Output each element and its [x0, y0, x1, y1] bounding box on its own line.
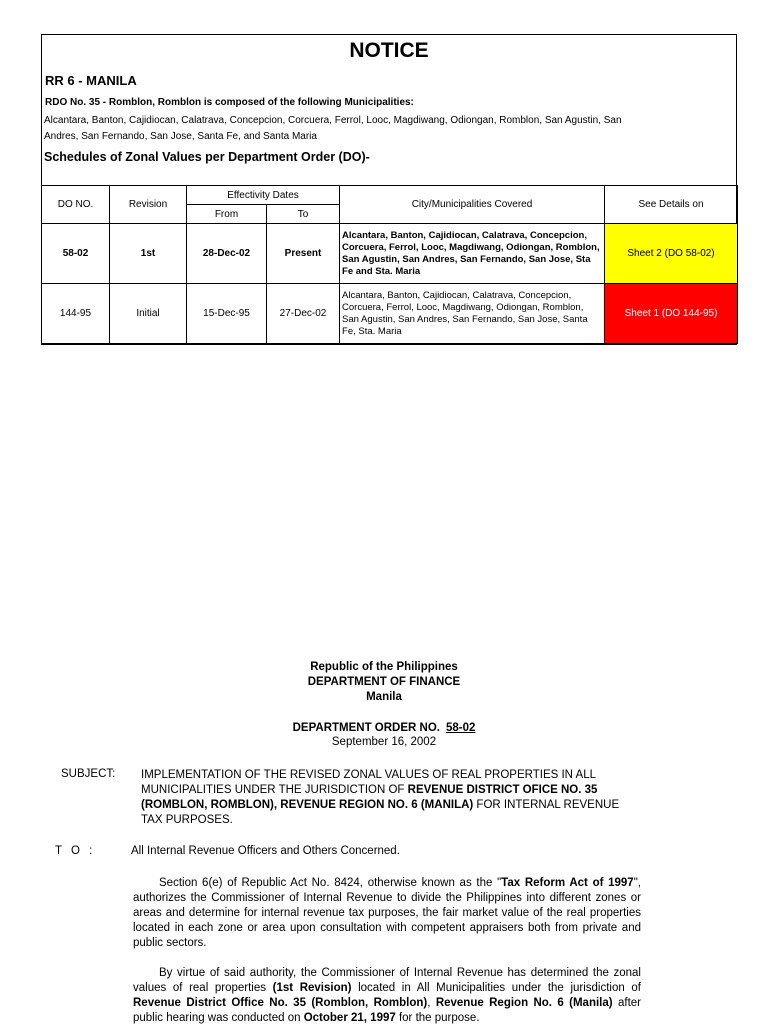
- header-cities: City/Municipalities Covered: [340, 186, 605, 224]
- header-details: See Details on: [605, 186, 738, 224]
- region-emphasis: Revenue Region No. 6 (Manila): [435, 997, 613, 1009]
- paragraph-text: after public hearing was conducted on: [133, 997, 641, 1024]
- cell-from: 15-Dec-95: [187, 284, 267, 344]
- header-revision: Revision: [110, 186, 187, 224]
- order-label: DEPARTMENT ORDER NO.: [292, 722, 440, 734]
- subject-part: ,: [273, 799, 281, 811]
- schedules-heading: Schedules of Zonal Values per Department Order (DO)-: [44, 150, 370, 164]
- cell-cities: Alcantara, Banton, Cajidiocan, Calatrava, Concepcion, Corcuera, Ferrol, Looc, Magdiwang, Odiongan, Romblon, San Agustin, San Andres, San Fernando, San Jose, Sta Fe and Sta. Maria: [340, 224, 605, 284]
- paragraph-text: ", authorizes the Commissioner of Internal Revenue to divide the Philippines into different zones or areas and determine for internal revenue tax purposes, the fair market value of the real properties located in each zone or area upon consultation with competent appraisers both from private and public sectors.: [133, 877, 641, 949]
- header-do-no: DO NO.: [42, 186, 110, 224]
- cell-revision: Initial: [110, 284, 187, 344]
- cell-revision: 1st: [110, 224, 187, 284]
- notice-title: NOTICE: [349, 39, 429, 62]
- order-number-line: [0, 722, 768, 734]
- paragraph-section-6e: [133, 876, 641, 951]
- header-to: To: [267, 205, 340, 224]
- paragraph-text: for the purpose.: [395, 1012, 480, 1024]
- paragraph-text: By virtue of said authority, the Commissioner of Internal Revenue has determined the zonal values of real properties: [133, 967, 641, 994]
- hearing-date: October 21, 1997: [303, 1012, 396, 1024]
- cell-cities: Alcantara, Banton, Cajidiocan, Calatrava, Concepcion, Corcuera, Ferrol, Looc, Magdiwang, Odiongan, Romblon, San Agustin, San Andres, San Fernando, San Jose, Santa Fe, Sta. Maria: [340, 284, 605, 344]
- zonal-values-table: [41, 185, 738, 344]
- department-heading: DEPARTMENT OF FINANCE: [307, 676, 461, 688]
- table-row: [42, 224, 738, 284]
- order-number: 58-02: [445, 722, 476, 734]
- sheet-link[interactable]: Sheet 1 (DO 144-95): [605, 284, 738, 344]
- subject-region: REVENUE REGION NO. 6 (MANILA): [280, 799, 474, 811]
- department-order: [0, 660, 768, 1024]
- cell-from: 28-Dec-02: [187, 224, 267, 284]
- cell-do-no: 144-95: [42, 284, 110, 344]
- header-effectivity: Effectivity Dates: [187, 186, 340, 205]
- cell-to: 27-Dec-02: [267, 284, 340, 344]
- order-date: September 16, 2002: [331, 736, 437, 748]
- revision-emphasis: (1st Revision): [272, 982, 352, 994]
- header-from: From: [187, 205, 267, 224]
- subject-label: SUBJECT:: [61, 768, 116, 780]
- to-label: T O :: [55, 845, 96, 857]
- cell-to: Present: [267, 224, 340, 284]
- subject-part: IMPLEMENTATION OF THE REVISED ZONAL VALUES OF REAL PROPERTIES IN ALL MUNICIPALITIES UNDER THE JURISDICTION OF: [141, 769, 596, 796]
- paragraph-authority: [133, 966, 641, 1026]
- municipalities-list: Alcantara, Banton, Cajidiocan, Calatrava, Concepcion, Corcuera, Ferrol, Looc, Magdiwang, Odiongan, Romblon, San Agustin, San Andres, San Fernando, San Jose, Santa Fe, and Santa Maria: [44, 115, 622, 142]
- subject-text: [141, 768, 621, 828]
- paragraph-text: ,: [427, 997, 436, 1009]
- sheet-link[interactable]: Sheet 2 (DO 58-02): [605, 224, 738, 284]
- city-heading: Manila: [366, 691, 402, 703]
- paragraph-text: Section 6(e) of Republic Act No. 8424, otherwise known as the ": [159, 877, 502, 889]
- rdo-emphasis: Revenue District Office No. 35 (Romblon, Romblon): [133, 997, 428, 1009]
- table-row: [42, 284, 738, 344]
- act-name: Tax Reform Act of 1997: [501, 877, 634, 889]
- notice-box: [41, 34, 737, 345]
- republic-heading: Republic of the Philippines: [310, 661, 458, 673]
- to-text: All Internal Revenue Officers and Others Concerned.: [131, 845, 400, 857]
- subject-part: FOR INTERNAL REVENUE TAX PURPOSES.: [141, 799, 620, 826]
- revenue-region: RR 6 - MANILA: [45, 73, 137, 88]
- paragraph-text: located in All Municipalities under the jurisdiction of: [351, 982, 641, 994]
- subject-rdo: REVENUE DISTRICT OFICE NO. 35 (ROMBLON, ROMBLON): [141, 784, 598, 811]
- rdo-line: RDO No. 35 - Romblon, Romblon is composed of the following Municipalities:: [45, 97, 414, 108]
- cell-do-no: 58-02: [42, 224, 110, 284]
